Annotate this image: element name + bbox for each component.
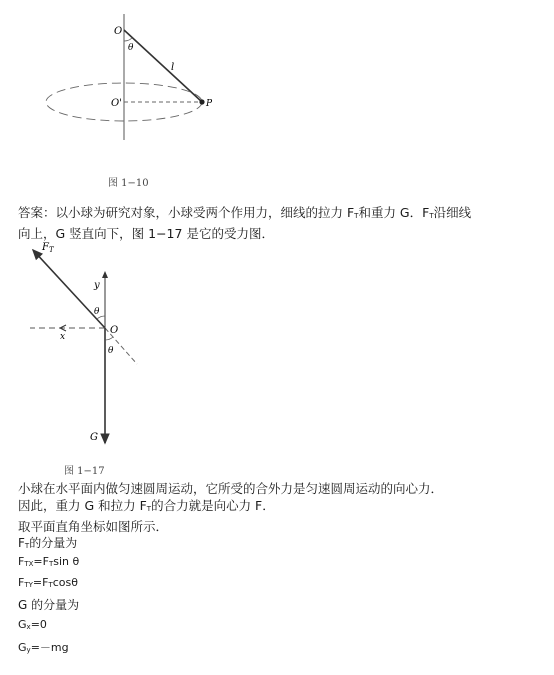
label-l: l: [171, 62, 175, 73]
answer-line-1: 答案：以小球为研究对象，小球受两个作用力，细线的拉力 FT和重力 G．FT沿细线: [18, 205, 472, 220]
force-diagram-figure: [22, 240, 172, 460]
explanation-line-2: 因此，重力 G 和拉力 FT的合力就是向心力 F．: [18, 498, 275, 513]
conical-pendulum-figure: [40, 12, 220, 172]
label-x: x: [60, 332, 66, 342]
gy-equation: Gy=－mg: [18, 641, 69, 654]
ft-components-heading: FT的分量为: [18, 536, 78, 550]
label-theta-bottom: θ: [108, 346, 114, 356]
label-g: G: [90, 432, 98, 443]
theta-arc-bottom: [105, 337, 113, 340]
ball-p: [199, 99, 204, 104]
explanation-paragraph: [18, 480, 443, 535]
figure-caption-1-10: 图 1−10: [108, 178, 149, 189]
answer-line-2: 向上，G 竖直向下，图 1−17 是它的受力图．: [18, 226, 274, 241]
g-components-heading: G 的分量为: [18, 598, 80, 612]
gx-equation: Gx=0: [18, 618, 47, 631]
label-y: y: [94, 280, 100, 291]
label-p: P: [206, 99, 213, 109]
string-line: [124, 30, 202, 102]
label-o: O: [110, 325, 119, 336]
answer-paragraph: [18, 204, 471, 242]
fty-equation: FTY=FTcosθ: [18, 576, 78, 589]
label-o-prime: O': [111, 98, 122, 109]
figure-caption-1-17: 图 1−17: [64, 466, 105, 477]
label-o: O: [114, 26, 123, 37]
label-f-t: $F_T$: [42, 242, 54, 254]
label-theta-top: θ: [94, 307, 100, 317]
explanation-line-3: 取平面直角坐标如图所示．: [18, 519, 169, 534]
angle-arc: [124, 38, 132, 41]
ftx-equation: FTX=FTsin θ: [18, 555, 80, 568]
explanation-line-1: 小球在水平面内做匀速圆周运动，它所受的合外力是匀速圆周运动的向心力．: [18, 481, 444, 496]
label-theta: θ: [128, 43, 134, 53]
